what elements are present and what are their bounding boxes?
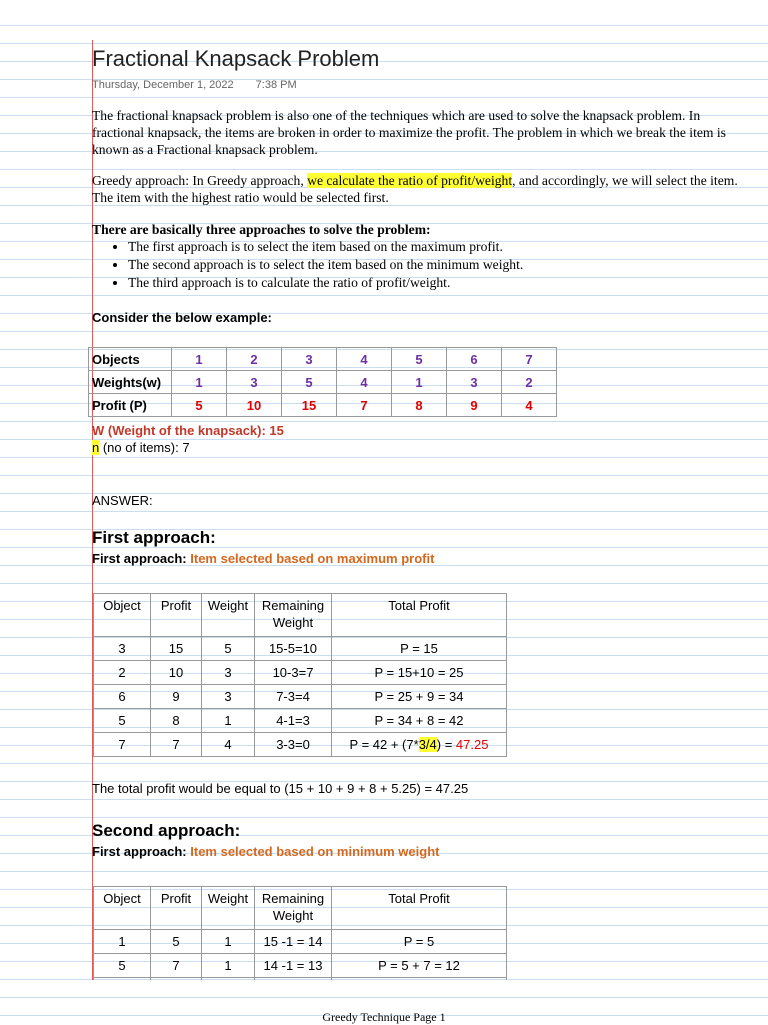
- table-cell: 15-5=10: [255, 637, 332, 661]
- table-row: [94, 954, 507, 978]
- table-cell: 4: [502, 394, 557, 417]
- table-row: [94, 637, 507, 661]
- table-cell: 2: [502, 371, 557, 394]
- table-row: [89, 371, 557, 394]
- table-cell: 7: [151, 954, 202, 978]
- table-cell: 3: [202, 685, 255, 709]
- greedy-prefix: Greedy approach: In Greedy approach,: [92, 173, 308, 188]
- table-cell: 5: [202, 637, 255, 661]
- n-rest: (no of items): 7: [99, 440, 190, 455]
- table-cell: 1: [94, 930, 151, 954]
- greedy-suffix: , and accordingly, we will select the item. The item with the highest ratio would be selected first.: [92, 173, 738, 205]
- greedy-paragraph: [92, 173, 742, 207]
- table-cell: 2: [227, 348, 282, 371]
- table-cell: P = 15+10 = 25: [332, 661, 507, 685]
- table-cell: 7: [337, 394, 392, 417]
- first-sub-value: Item selected based on maximum profit: [190, 551, 435, 566]
- table-cell: P = 15: [332, 637, 507, 661]
- table-cell: P = 5: [332, 930, 507, 954]
- table-cell: 3-3=0: [255, 733, 332, 757]
- table-cell: 3: [282, 348, 337, 371]
- table-cell: 15: [282, 394, 337, 417]
- table-cell: 1: [172, 371, 227, 394]
- table-cell: 6: [94, 685, 151, 709]
- table-cell: 1: [392, 371, 447, 394]
- table-cell: 7: [94, 733, 151, 757]
- table-header: Object: [94, 594, 151, 637]
- table-cell: 3: [227, 371, 282, 394]
- table-cell: P = 25 + 9 = 34: [332, 685, 507, 709]
- second-approach-subtitle: [92, 844, 439, 859]
- first-sub-label: First approach:: [92, 551, 187, 566]
- table-cell: 3: [447, 371, 502, 394]
- table-header: Object: [94, 887, 151, 930]
- row-label: Weights(w): [89, 371, 172, 394]
- table-row: [94, 930, 507, 954]
- table-cell: 5: [392, 348, 447, 371]
- consider-label: Consider the below example:: [92, 310, 272, 325]
- table-header: Total Profit: [332, 887, 507, 930]
- table-row: [94, 709, 507, 733]
- table-header: Weight: [202, 887, 255, 930]
- page-dateline: [92, 79, 297, 91]
- table-row: [94, 685, 507, 709]
- table-cell: 7: [502, 348, 557, 371]
- table-cell: 3: [94, 637, 151, 661]
- table-cell: 10: [227, 394, 282, 417]
- table-row: [89, 394, 557, 417]
- table-cell: 5: [94, 709, 151, 733]
- table-cell: 9: [151, 685, 202, 709]
- table-cell: 10: [151, 661, 202, 685]
- table-cell: 1: [202, 930, 255, 954]
- table-cell: 3: [202, 661, 255, 685]
- table-cell: 1: [172, 348, 227, 371]
- table-cell: 1: [202, 954, 255, 978]
- list-item: • The second approach is to select the item based on the minimum weight.: [128, 256, 748, 274]
- total-mid: ) =: [436, 737, 456, 752]
- example-table: [88, 347, 557, 417]
- capacity-line: W (Weight of the knapsack): 15: [92, 423, 284, 438]
- table-cell: [94, 978, 151, 981]
- table-cell: [151, 978, 202, 981]
- total-highlight: 3/4: [418, 737, 437, 752]
- table-cell: 15 -1 = 14: [255, 930, 332, 954]
- table-cell: [332, 978, 507, 981]
- table-cell: 5: [282, 371, 337, 394]
- greedy-highlight: we calculate the ratio of profit/weight: [307, 173, 513, 188]
- table-row: [94, 733, 507, 757]
- second-table-clip: [0, 880, 768, 980]
- table-cell: 8: [151, 709, 202, 733]
- table-cell: 4: [337, 371, 392, 394]
- total-prefix: P = 42 + (7*: [349, 737, 419, 752]
- total-result: 47.25: [455, 737, 489, 752]
- table-header: Remaining Weight: [255, 594, 332, 637]
- table-cell: 2: [94, 661, 151, 685]
- table-cell: 9: [447, 394, 502, 417]
- list-item: • The third approach is to calculate the ratio of profit/weight.: [128, 274, 748, 292]
- table-cell: [202, 978, 255, 981]
- page-title: Fractional Knapsack Problem: [92, 46, 380, 71]
- table-cell: 5: [151, 930, 202, 954]
- table-cell: [255, 978, 332, 981]
- page-footer: Greedy Technique Page 1: [322, 1010, 446, 1024]
- table-cell: 5: [172, 394, 227, 417]
- table-cell: 8: [392, 394, 447, 417]
- first-approach-table: [93, 593, 507, 757]
- table-cell: 7-3=4: [255, 685, 332, 709]
- table-cell: 4-1=3: [255, 709, 332, 733]
- table-row: [89, 348, 557, 371]
- second-approach-table: [93, 886, 507, 980]
- page-time: 7:38 PM: [255, 79, 297, 91]
- table-cell: 14 -1 = 13: [255, 954, 332, 978]
- table-header-row: [94, 887, 507, 930]
- page-date: Thursday, December 1, 2022: [92, 79, 234, 91]
- table-row: [94, 978, 507, 981]
- table-row: [94, 661, 507, 685]
- table-cell: 10-3=7: [255, 661, 332, 685]
- approaches-heading: There are basically three approaches to solve the problem:: [92, 222, 431, 237]
- items-count-line: [92, 440, 190, 455]
- table-cell: 6: [447, 348, 502, 371]
- table-cell: 5: [94, 954, 151, 978]
- list-item: • The first approach is to select the item based on the maximum profit.: [128, 238, 748, 256]
- second-approach-heading: Second approach:: [92, 821, 241, 840]
- row-label: Objects: [89, 348, 172, 371]
- table-cell: 15: [151, 637, 202, 661]
- second-sub-value: Item selected based on minimum weight: [190, 844, 440, 859]
- row-label: Profit (P): [89, 394, 172, 417]
- first-total-line: The total profit would be equal to (15 + 10 + 9 + 8 + 5.25) = 47.25: [92, 781, 469, 796]
- table-header: Weight: [202, 594, 255, 637]
- table-header: Profit: [151, 594, 202, 637]
- answer-label: ANSWER:: [92, 493, 153, 508]
- second-sub-label: First approach:: [92, 844, 187, 859]
- table-header: Total Profit: [332, 594, 507, 637]
- table-cell: 4: [202, 733, 255, 757]
- table-header: Profit: [151, 887, 202, 930]
- table-cell: [332, 733, 507, 757]
- first-approach-subtitle: [92, 551, 434, 566]
- table-cell: 7: [151, 733, 202, 757]
- table-cell: 4: [337, 348, 392, 371]
- table-header: Remaining Weight: [255, 887, 332, 930]
- table-cell: P = 5 + 7 = 12: [332, 954, 507, 978]
- n-letter: n: [92, 440, 100, 455]
- table-header-row: [94, 594, 507, 637]
- first-approach-heading: First approach:: [92, 528, 216, 547]
- approaches-list: [92, 238, 748, 292]
- intro-paragraph: The fractional knapsack problem is also one of the techniques which are used to solve the knapsack problem. In fractional knapsack, the items are broken in order to maximize the profit. The problem in which we break the item is known as a Fractional knapsack problem.: [92, 108, 726, 157]
- table-cell: 1: [202, 709, 255, 733]
- table-cell: P = 34 + 8 = 42: [332, 709, 507, 733]
